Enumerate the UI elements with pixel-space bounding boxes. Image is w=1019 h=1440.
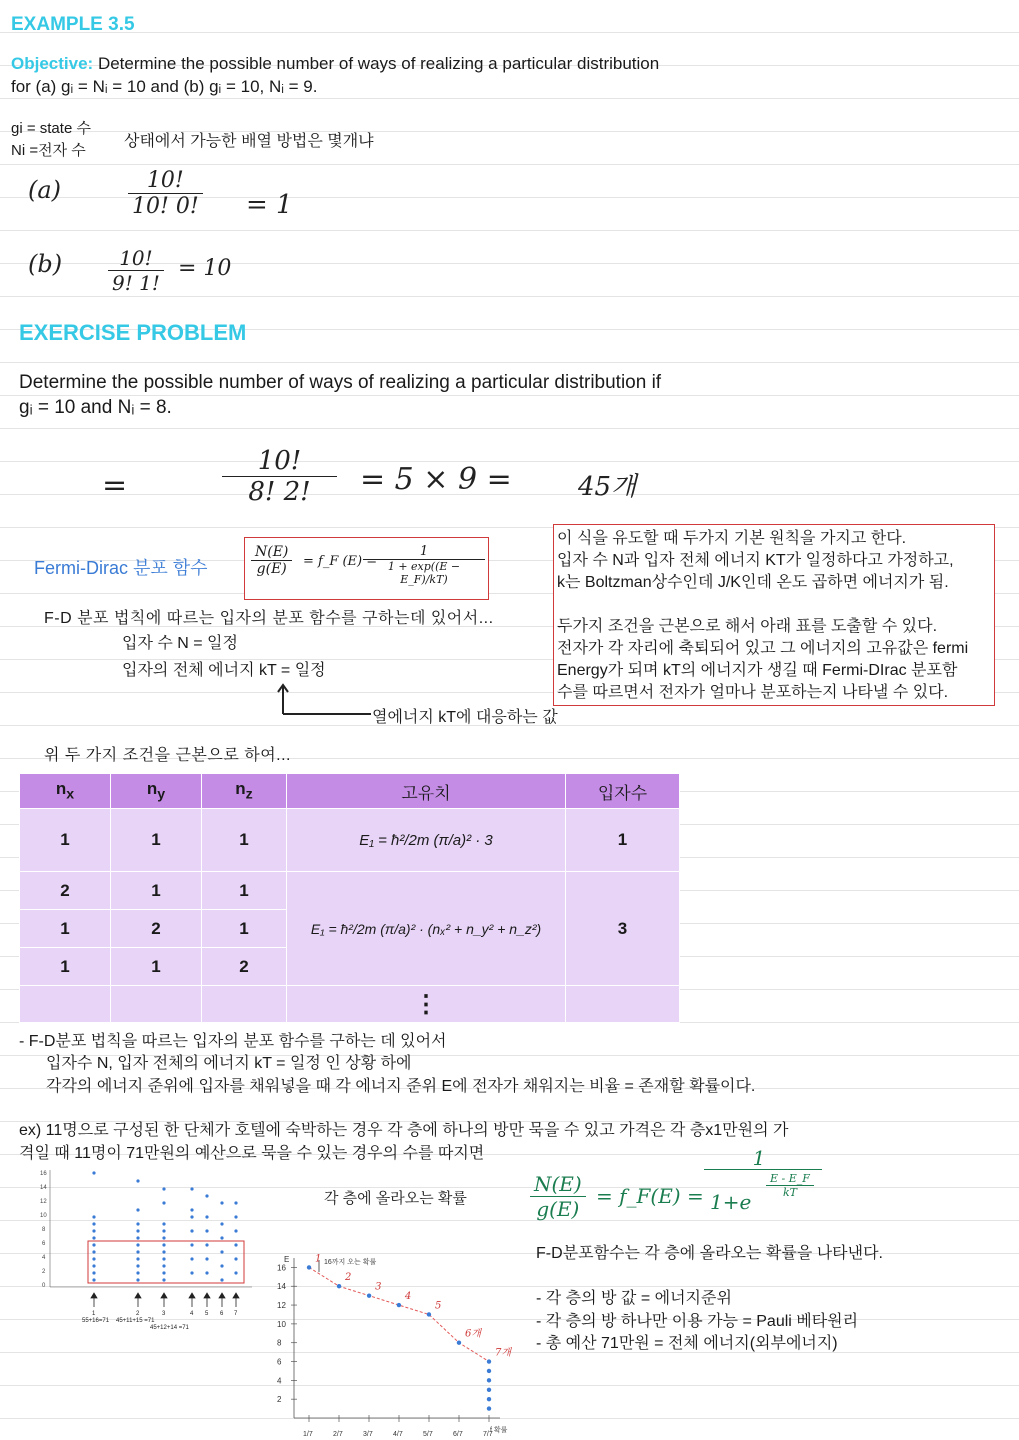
hand-a-num: 10! [128, 168, 203, 194]
objective-label: Objective: [11, 54, 94, 73]
example-title: EXAMPLE 3.5 [11, 14, 135, 35]
data-label: 1 [315, 1253, 322, 1265]
note-box-l4: 두가지 조건을 근본으로 해서 아래 표를 도출할 수 있다. [557, 618, 938, 635]
y-tick-label: 12 [277, 1301, 286, 1311]
data-point [487, 1397, 491, 1401]
cell-eigen-2: E₁ = ħ²/2m (π/a)² · (nₓ² + n_y² + n_z²) [287, 872, 566, 986]
data-label: 4 [404, 1291, 412, 1303]
svg-text:45+11+15 =71: 45+11+15 =71 [116, 1318, 155, 1324]
exercise-text1: Determine the possible number of ways of realizing a particular distribution if [19, 372, 662, 393]
note-box-l3: k는 Boltzman상수인데 J/K인데 온도 곱하면 에너지가 됨. [557, 574, 949, 591]
fd-mid: = f_F (E) = [303, 554, 378, 569]
y-tick-label: 2 [277, 1395, 282, 1405]
cell-nz: 1 [202, 809, 287, 872]
hand-a-den: 10! 0! [132, 194, 199, 219]
data-point [487, 1388, 491, 1392]
hw-mid: = f_F(E) = [596, 1184, 704, 1208]
ytick: 16 [40, 1171, 47, 1177]
bottom-r3: - 각 층의 방 하나만 이용 가능 = Pauli 베타원리 [536, 1313, 859, 1330]
y-axis-label: E [284, 1255, 290, 1264]
hand-ex-frac [222, 446, 337, 507]
data-point [337, 1284, 341, 1288]
ytick: 12 [40, 1199, 47, 1205]
up-arrow-icon [275, 680, 375, 720]
exercise-text2: gᵢ = 10 and Nᵢ = 8. [19, 397, 172, 418]
svg-text:3: 3 [162, 1311, 166, 1317]
data-point [487, 1406, 491, 1410]
x-axis-label: f 확률 [490, 1427, 508, 1434]
cell-count-2: 3 [566, 872, 680, 986]
hand-b-num: 10! [108, 246, 164, 271]
note-question: 상태에서 가능한 배열 방법은 몇개냐 [124, 133, 374, 150]
header-eigen: 고유치 [287, 774, 566, 809]
cell-empty [202, 986, 287, 1023]
x-tick-label: 6/7 [453, 1431, 463, 1438]
data-point [487, 1359, 491, 1363]
quantum-table [19, 773, 680, 1023]
ytick: 4 [42, 1255, 46, 1261]
x-tick-label: 1/7 [303, 1431, 313, 1438]
data-label: 7개 [495, 1347, 512, 1359]
cell-nx: 2 [20, 872, 111, 910]
svg-text:45+12+14 =71: 45+12+14 =71 [150, 1325, 189, 1331]
data-point [457, 1341, 461, 1345]
x-tick-label: 5/7 [423, 1431, 433, 1438]
ytick: 14 [40, 1185, 47, 1191]
hand-b-den: 9! 1! [112, 271, 160, 295]
hand-ex-result: 45개 [578, 472, 637, 502]
table-row [20, 986, 680, 1023]
hand-b-frac [108, 246, 164, 295]
bottom-r4: - 총 예산 71만원 = 전체 에너지(외부에너지) [536, 1335, 838, 1352]
fd-lhs [251, 544, 292, 577]
cell-count-1: 1 [566, 809, 680, 872]
table-row [20, 872, 680, 910]
summary-l3: 각각의 에너지 준위에 입자를 채워넣을 때 각 에너지 준위 E에 전자가 채워지는 비율 = 존재할 확률이다. [46, 1078, 756, 1095]
note-gi: gi = state 수 [11, 120, 91, 137]
hw-exp-num: E - E_F [766, 1172, 814, 1186]
header-ny: $n_y$ [111, 774, 202, 809]
note-box-l5: 전자가 각 자리에 축퇴되어 있고 그 에너지의 고유값은 fermi [557, 640, 969, 657]
hand-ex-eq: = [102, 468, 128, 503]
data-label: 2 [345, 1272, 352, 1284]
data-label: 6개 [464, 1328, 482, 1340]
fd-line4: 위 두 가지 조건을 근본으로 하여... [44, 747, 291, 764]
cell-empty [566, 986, 680, 1023]
series-line [309, 1267, 489, 1361]
data-point [367, 1293, 371, 1297]
fd-lhs-num: N(E) [251, 544, 292, 561]
x-tick-label: 3/7 [363, 1431, 373, 1438]
probability-chart [262, 1250, 532, 1440]
y-tick-label: 16 [277, 1263, 286, 1273]
svg-text:2: 2 [136, 1311, 140, 1317]
hand-ex-num: 10! [222, 446, 337, 477]
hw-num: 1 [752, 1146, 766, 1170]
ytick: 2 [42, 1269, 46, 1275]
ytick: 6 [42, 1241, 46, 1247]
hw-lhs-den: g(E) [536, 1197, 580, 1221]
note-box-l7: 수를 따르면서 전자가 얼마나 분포하는지 나타낼 수 있다. [557, 684, 949, 701]
hand-b-result: = 10 [178, 256, 232, 281]
fd-lhs-den: g(E) [256, 561, 287, 577]
svg-text:4: 4 [190, 1311, 194, 1317]
fd-rhs [363, 544, 485, 586]
hand-b-label: (b) [28, 250, 63, 278]
ytick: 10 [40, 1213, 47, 1219]
cell-empty [111, 986, 202, 1023]
hw-exp [766, 1172, 814, 1199]
svg-text:1: 1 [92, 1311, 96, 1317]
cell-eigen-1: E₁ = ħ²/2m (π/a)² · 3 [287, 809, 566, 872]
hand-ex-den: 8! 2! [248, 477, 311, 507]
dot-columns [92, 1171, 237, 1281]
fd-line3: 입자의 전체 에너지 kT = 일정 [122, 662, 326, 679]
fd-line2: 입자 수 N = 일정 [122, 635, 238, 652]
y-tick-label: 14 [277, 1282, 286, 1292]
x-tick-label: 2/7 [333, 1431, 343, 1438]
data-label: 5 [434, 1300, 442, 1312]
note-ni: Ni =전자 수 [11, 142, 86, 159]
ytick: 0 [42, 1283, 46, 1289]
note-box-l2: 입자 수 N과 입자 전체 에너지 KT가 일정하다고 가정하고, [557, 552, 954, 569]
note-box-l6: Energy가 되며 kT의 에너지가 생길 때 Fermi-DIrac 분포함 [557, 662, 958, 679]
hand-a-result: = 1 [246, 190, 293, 220]
data-point [307, 1265, 311, 1269]
prob-label: 각 층에 올라오는 확률 [324, 1190, 467, 1207]
objective-text: Determine the possible number of ways of realizing a particular distribution [97, 54, 660, 73]
cell-dots: ⋮ [287, 986, 566, 1023]
fd-line1: F-D 분포 법칙에 따르는 입자의 분포 함수를 구하는데 있어서... [44, 610, 494, 627]
summary-l2: 입자수 N, 입자 전체의 에너지 kT = 일정 인 상황 하에 [46, 1055, 412, 1072]
hand-a-label: (a) [28, 176, 62, 204]
hw-lhs-num: N(E) [530, 1172, 586, 1197]
ex-l2: 격일 때 11명이 71만원의 예산으로 묵을 수 있는 경우의 수를 따지면 [19, 1145, 485, 1162]
svg-text:7: 7 [234, 1311, 238, 1317]
cell-empty [20, 986, 111, 1023]
header-nx: $n_x$ [20, 774, 111, 809]
hw-lhs [530, 1172, 586, 1221]
fd-rhs-den: 1 + exp((E − E_F)/kT) [387, 560, 461, 586]
cell-ny: 1 [111, 948, 202, 986]
cell-nz: 1 [202, 872, 287, 910]
ytick: 8 [42, 1227, 46, 1233]
cell-ny: 1 [111, 809, 202, 872]
fd-formula-box [244, 537, 489, 600]
bottom-r2: - 각 층의 방 값 = 에너지준위 [536, 1290, 732, 1307]
note-box-l1: 이 식을 유도할 때 두가지 기본 원칙을 가지고 한다. [557, 530, 907, 547]
cell-nz: 2 [202, 948, 287, 986]
table-row [20, 809, 680, 872]
header-nz: $n_z$ [202, 774, 287, 809]
data-point [397, 1303, 401, 1307]
hw-exp-den: kT [782, 1186, 797, 1199]
data-label: 3 [375, 1281, 382, 1293]
hw-den: 1+e [710, 1190, 752, 1214]
hand-a-frac [128, 168, 238, 219]
cell-ny: 1 [111, 872, 202, 910]
objective-line2: for (a) gᵢ = Nᵢ = 10 and (b) gᵢ = 10, Nᵢ = 9. [11, 77, 318, 96]
data-point [487, 1369, 491, 1373]
data-point [427, 1312, 431, 1316]
y-tick-label: 4 [277, 1376, 282, 1386]
svg-text:6: 6 [220, 1311, 224, 1317]
fd-arrow-note: 열에너지 kT에 대응하는 값 [372, 709, 558, 726]
cell-nx: 1 [20, 910, 111, 948]
floor-distribution-chart [30, 1165, 260, 1335]
header-count: 입자수 [566, 774, 680, 809]
exercise-title: EXERCISE PROBLEM [19, 320, 247, 345]
x-tick-label: 7/7 [483, 1431, 493, 1438]
y-tick-label: 6 [277, 1357, 282, 1367]
ex-l1: ex) 11명으로 구성된 한 단체가 호텔에 숙박하는 경우 각 층에 하나의 방만 묵을 수 있고 가격은 각 층x1만원의 가 [19, 1122, 789, 1139]
x-tick-label: 4/7 [393, 1431, 403, 1438]
summary-l1: - F-D분포 법칙을 따르는 입자의 분포 함수를 구하는 데 있어서 [19, 1033, 447, 1050]
hw-formula [530, 1146, 830, 1232]
y-tick-label: 10 [277, 1319, 286, 1329]
cell-nx: 1 [20, 948, 111, 986]
fd-rhs-num: 1 [363, 544, 485, 560]
svg-text:55+16=71: 55+16=71 [82, 1318, 110, 1324]
note-box [553, 524, 995, 706]
objective-line1 [11, 54, 659, 74]
data-point [487, 1378, 491, 1382]
cell-nz: 1 [202, 910, 287, 948]
hand-ex-mid: = 5 × 9 = [360, 462, 512, 497]
svg-text:5: 5 [205, 1311, 209, 1317]
cell-nx: 1 [20, 809, 111, 872]
chart-annotation: 16까지 오는 확률 [324, 1259, 377, 1266]
y-tick-label: 8 [277, 1338, 282, 1348]
cell-ny: 2 [111, 910, 202, 948]
fd-label: Fermi-Dirac 분포 함수 [34, 558, 208, 578]
bottom-r1: F-D분포함수는 각 층에 올라오는 확률을 나타낸다. [536, 1245, 883, 1262]
